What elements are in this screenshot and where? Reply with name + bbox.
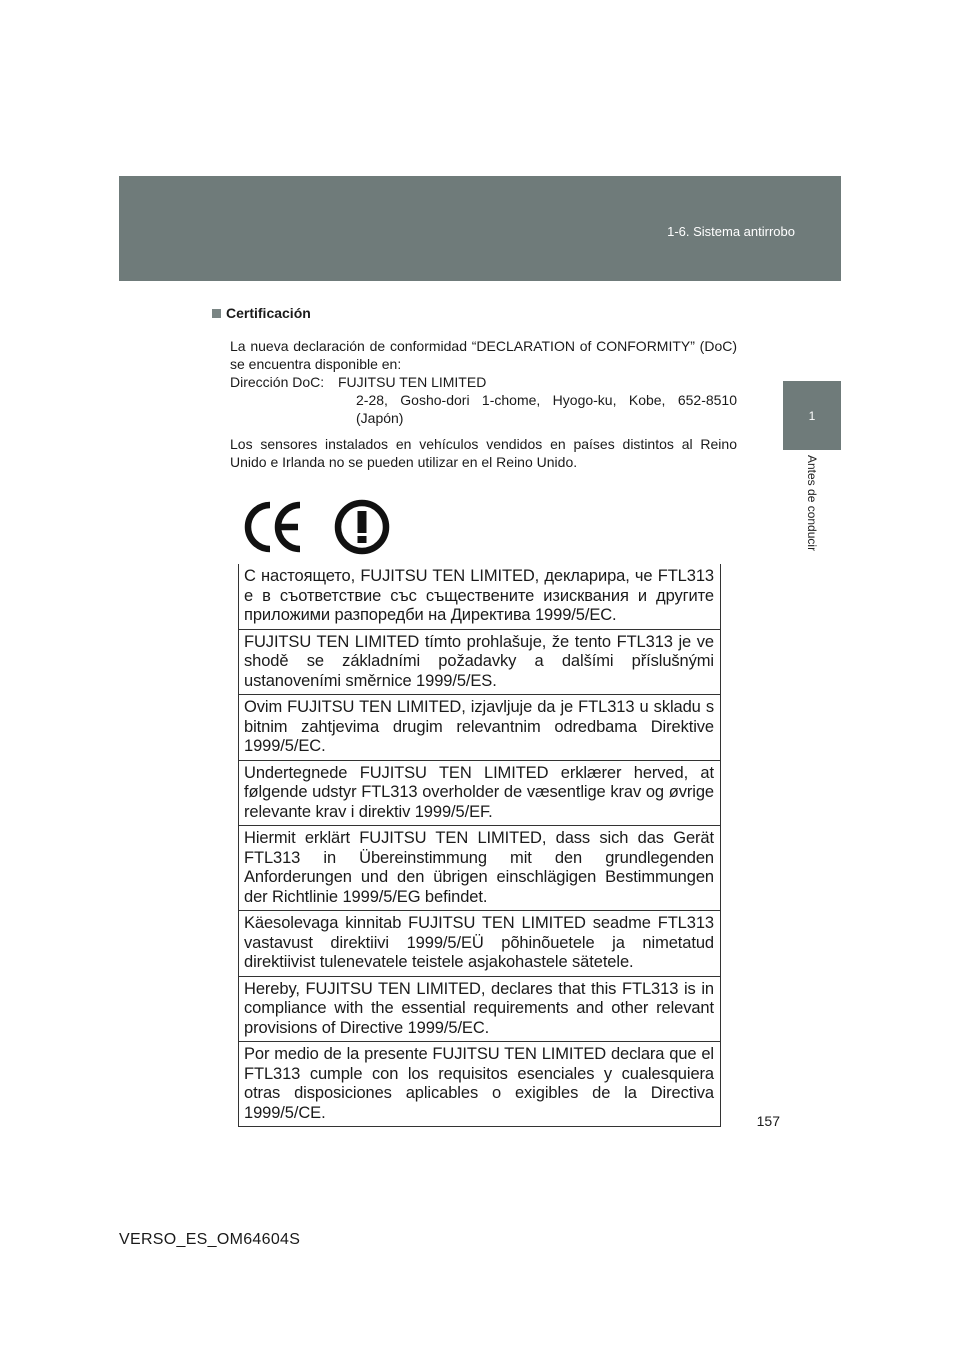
chapter-tab[interactable]	[783, 381, 841, 450]
heading-text: Certificación	[226, 305, 311, 321]
address-label: Dirección DoC:	[230, 374, 325, 390]
alert-class-icon	[338, 503, 386, 551]
document-code: VERSO_ES_OM64604S	[119, 1231, 301, 1248]
main-content	[212, 305, 737, 479]
declaration-cs: FUJITSU TEN LIMITED tímto prohlašuje, že tento FTL313 je ve shodě se základními požadavky a dalšími příslušnými ustanoveními směrnice 1999/5/ES.	[239, 629, 720, 695]
address-row-2	[230, 391, 737, 427]
declaration-es: Por medio de la presente FUJITSU TEN LIMITED declara que el FTL313 cumple con los requisitos esenciales y cualesquiera otras disposiciones aplicables o exigibles de la Directiva 1999/5/CE.	[239, 1041, 720, 1127]
declaration-bg: С настоящето, FUJITSU TEN LIMITED, декларира, че FTL313 е в съответствие със съществените изисквания и другите приложими разпоредби на Директива 1999/5/EC.	[244, 567, 714, 624]
declaration-hr: Ovim FUJITSU TEN LIMITED, izjavljuje da je FTL313 u skladu s bitnim zahtjevima drugim relevantnim odredbama Direktive 1999/5/EC.	[239, 694, 720, 760]
header-band	[119, 176, 841, 281]
page-number: 157	[756, 1113, 780, 1129]
section-heading	[212, 305, 737, 321]
intro-paragraph: La nueva declaración de conformidad “DECLARATION of CONFORMITY” (DoC) se encuentra disponible en:	[230, 338, 737, 372]
chapter-label: Antes de conducir	[805, 455, 819, 552]
declaration-table	[238, 564, 721, 1127]
address-row	[230, 373, 737, 391]
address-line-2: 2-28, Gosho-dori 1-chome, Hyogo-ku, Kobe, 652-8510 (Japón)	[356, 392, 737, 426]
declaration-et: Käesolevaga kinnitab FUJITSU TEN LIMITED seadme FTL313 vastavust direktiivi 1999/5/EÜ põhinõuetele ja nimetatud direktiivist tulenevatele teistele asjakohastele sätetele.	[239, 910, 720, 976]
declaration-de: Hiermit erklärt FUJITSU TEN LIMITED, dass sich das Gerät FTL313 in Übereinstimmung mit den grundlegenden Anforderungen und den übrigen einschlägigen Bestimmungen der Richtlinie 1999/5/EG befindet.	[239, 825, 720, 910]
address-line-1: FUJITSU TEN LIMITED	[338, 374, 487, 390]
chapter-number: 1	[808, 408, 816, 423]
certification-logos	[236, 497, 406, 557]
section-title: 1-6. Sistema antirrobo	[667, 224, 795, 239]
declaration-en: Hereby, FUJITSU TEN LIMITED, declares that this FTL313 is in compliance with the essential requirements and other relevant provisions of Directive 1999/5/EC.	[239, 976, 720, 1042]
square-bullet-icon	[212, 309, 221, 318]
sensors-note: Los sensores instalados en vehículos vendidos en países distintos al Reino Unido e Irlanda no se pueden utilizar en el Reino Unido.	[230, 436, 737, 470]
declaration-da: Undertegnede FUJITSU TEN LIMITED erklærer herved, at følgende udstyr FTL313 overholder de væsentlige krav og øvrige relevante krav i direktiv 1999/5/EF.	[239, 760, 720, 826]
ce-mark-icon	[236, 497, 406, 557]
